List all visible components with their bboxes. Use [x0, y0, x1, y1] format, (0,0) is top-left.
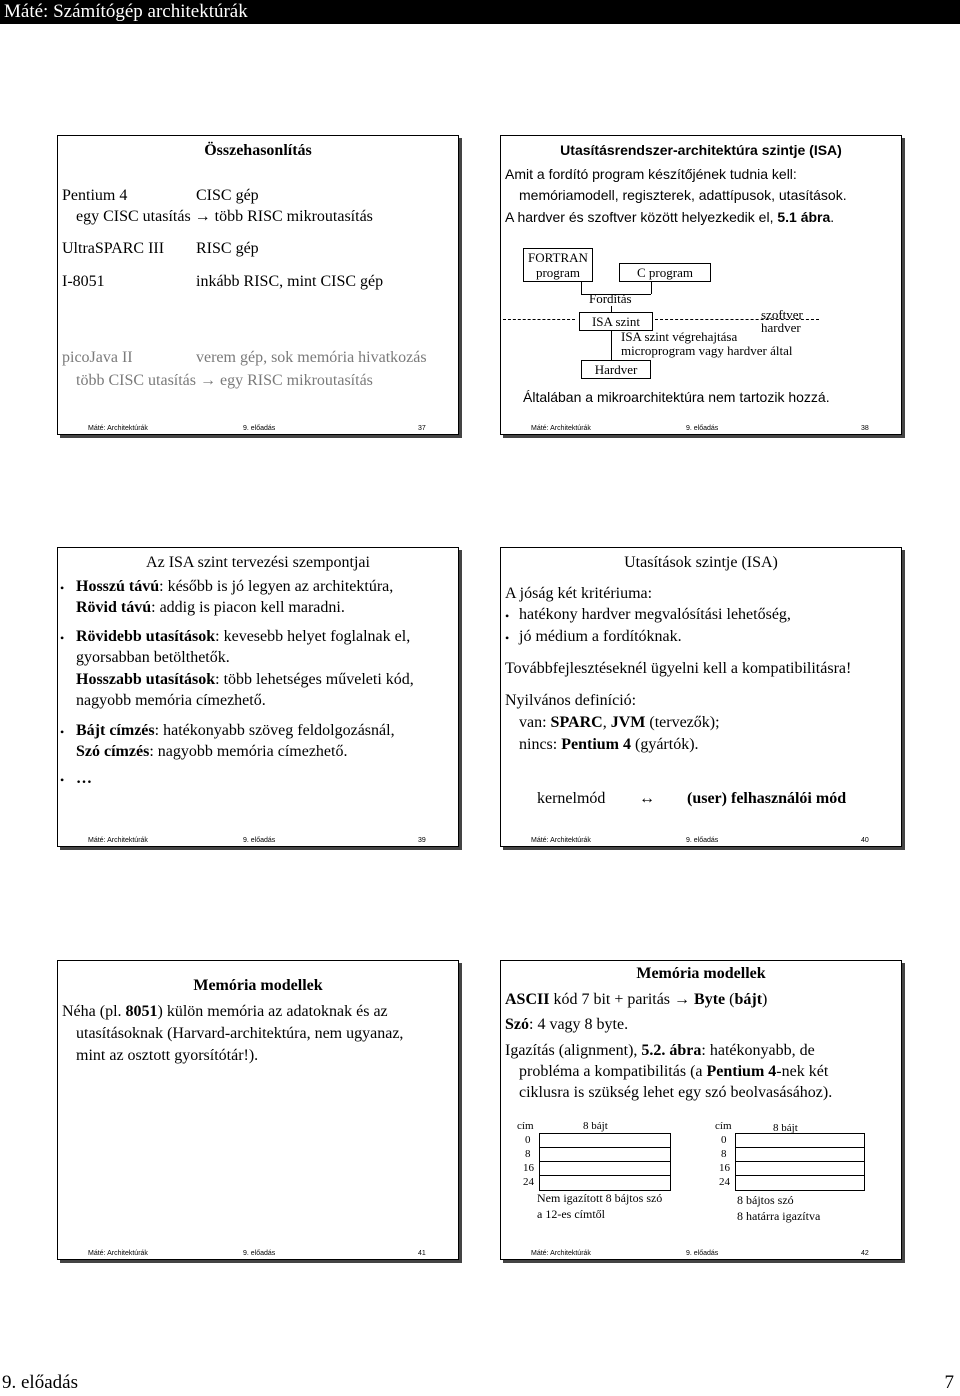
text: picoJava II	[62, 349, 133, 366]
width-label: 8 bájt	[583, 1120, 608, 1132]
page-header: Máté: Számítógép architektúrák	[0, 0, 960, 24]
slide-40: Utasítások szintje (ISA) A jóság két kritériuma: • hatékony hardver megvalósítási lehetőség, • jó médium a fordítóknak. Továbbfejlesztéseknél ügyelni kell a kompatibilitásra! Nyilvános definíció: van: SPARC, JVM (tervezők); nincs: Pentium 4 (gyártók). kernelmód ↔ (user) felhasználói mód Máté: Architektúrák 9. előadás 40	[500, 547, 902, 847]
text: ASCII kód 7 bit + paritás → Byte (bájt)	[505, 991, 768, 1008]
text: Általában a mikroarchitektúra nem tartozik hozzá.	[523, 389, 830, 405]
bullet: •	[60, 631, 65, 645]
bullet: •	[505, 631, 510, 645]
fortran-box: FORTRAN program	[523, 248, 593, 282]
slide-title: Összehasonlítás	[204, 142, 312, 159]
connector	[651, 282, 652, 294]
addr-value: 16	[523, 1162, 534, 1174]
width-label: 8 bájt	[773, 1122, 798, 1134]
text: Igazítás (alignment), 5.2. ábra: hatékonyabb, de	[505, 1042, 815, 1059]
text: UltraSPARC III	[62, 240, 165, 257]
caption: a 12-es címtől	[537, 1207, 605, 1221]
text: szoftver	[761, 307, 803, 322]
text: Rövidebb utasítások: kevesebb helyet foglalnak el,	[76, 628, 411, 645]
text: inkább RISC, mint CISC gép	[196, 273, 384, 290]
addr-label: cím	[715, 1120, 732, 1132]
text: Fordítás	[589, 291, 632, 306]
text: Hosszabb utasítások: több lehetséges műveleti kód,	[76, 671, 414, 688]
text: mint az osztott gyorsítótár!).	[76, 1047, 259, 1064]
isa-box: ISA szint	[579, 312, 653, 331]
slide-title: Az ISA szint tervezési szempontjai	[146, 554, 370, 571]
caption: 8 határra igazítva	[737, 1209, 821, 1223]
text: nincs: Pentium 4 (gyártók).	[519, 736, 699, 753]
slide-title: Utasításrendszer-architektúra szintje (ISA)	[560, 142, 842, 158]
text: több CISC utasítás → egy RISC mikroutasítás	[76, 372, 373, 389]
text: van: SPARC, JVM (tervezők);	[519, 714, 720, 731]
connector	[611, 330, 612, 360]
bullet: •	[60, 581, 65, 595]
double-arrow-icon: ↔	[639, 790, 655, 807]
page-number: 7	[944, 1372, 954, 1393]
addr-value: 24	[523, 1176, 534, 1188]
slide-37: Összehasonlítás Pentium 4 CISC gép egy CISC utasítás → több RISC mikroutasítás UltraSPARC III RISC gép I-8051 inkább RISC, mint CISC gép picoJava II verem gép, sok memória hivatkozás több CISC utasítás → egy RISC mikroutasítás Máté: Architektúrák 9. előadás 37	[57, 135, 459, 435]
text: Szó: 4 vagy 8 byte.	[505, 1016, 629, 1033]
text: Pentium 4	[62, 187, 128, 204]
page-footer-left: 9. előadás	[2, 1372, 78, 1393]
slide-title: Memória modellek	[636, 965, 766, 982]
text: I-8051	[62, 273, 105, 290]
text: utasításoknak (Harvard-architektúra, nem ugyanaz,	[76, 1025, 404, 1042]
text: jó médium a fordítóknak.	[519, 628, 682, 645]
bullet: •	[505, 609, 510, 623]
text: Nyilvános definíció:	[505, 692, 637, 709]
text: ISA szint végrehajtása	[621, 329, 738, 344]
text: Rövid távú: addig is piacon kell maradni.	[76, 599, 345, 616]
connector	[581, 282, 582, 294]
text: ciklusra is szükség lehet egy szó beolvasásához).	[519, 1084, 833, 1101]
text: Hosszú távú: később is jó legyen az architektúra,	[76, 578, 394, 595]
memory-grid	[539, 1133, 671, 1191]
text: Amit a fordító program készítőjének tudnia kell:	[505, 166, 797, 182]
caption: Nem igazított 8 bájtos szó	[537, 1191, 663, 1205]
text: Továbbfejlesztéseknél ügyelni kell a kompatibilitásra!	[505, 660, 852, 677]
bullet: •	[60, 773, 65, 787]
text: nagyobb memória címezhető.	[76, 692, 266, 709]
slide-39: Az ISA szint tervezési szempontjai • Hosszú távú: később is jó legyen az architektúra, Rövid távú: addig is piacon kell maradni. • Rövidebb utasítások: kevesebb helyet foglalnak el, gyorsabban betölthetők. Hosszabb utasítások: több lehetséges műveleti kód, nagyobb memória címezhető. • Bájt címzés: hatékonyabb szöveg feldolgozásnál, Szó címzés: nagyobb memória címezhető. • … Máté: Architektúrák 9. előadás 39	[57, 547, 459, 847]
caption: 8 bájtos szó	[737, 1193, 794, 1207]
text: A jóság két kritériuma:	[505, 585, 653, 602]
text: Bájt címzés: hatékonyabb szöveg feldolgozásnál,	[76, 722, 395, 739]
slide-title: Memória modellek	[193, 977, 323, 994]
addr-value: 0	[525, 1134, 531, 1146]
slide-38: Utasításrendszer-architektúra szintje (ISA) Amit a fordító program készítőjének tudnia kell: memóriamodell, regiszterek, adattípusok, utasítások. A hardver és szoftver között helyezkedik el, 5.1 ábra. FORTRAN program C program Fordítás ISA szint szoftver hardver ISA szint végrehajtása microprogram vagy hardver által Hardver Általában a mikroarchitektúra nem tartozik hozzá. Máté: Architektúrák 9. előadás 38	[500, 135, 902, 435]
text: …	[76, 770, 92, 787]
addr-value: 8	[525, 1148, 531, 1160]
bullet: •	[60, 725, 65, 739]
addr-value: 16	[719, 1162, 730, 1174]
text: hardver	[761, 320, 801, 335]
text: gyorsabban betölthetők.	[76, 649, 230, 666]
slide-41: Memória modellek Néha (pl. 8051) külön memória az adatoknak és az utasításoknak (Harvard-architektúra, nem ugyanaz, mint az osztott gyorsítótár!). Máté: Architektúrák 9. előadás 41	[57, 960, 459, 1260]
text: verem gép, sok memória hivatkozás	[196, 349, 427, 366]
addr-value: 8	[721, 1148, 727, 1160]
dashed-divider	[503, 319, 575, 320]
addr-value: 0	[721, 1134, 727, 1146]
text: RISC gép	[196, 240, 259, 257]
text: egy CISC utasítás → több RISC mikroutasítás	[76, 208, 373, 225]
text: Néha (pl. 8051) külön memória az adatoknak és az	[62, 1003, 388, 1020]
c-program-box: C program	[619, 263, 711, 282]
text: kernelmód	[537, 790, 606, 807]
text: CISC gép	[196, 187, 259, 204]
text: microprogram vagy hardver által	[621, 343, 793, 358]
text: hatékony hardver megvalósítási lehetőség,	[519, 606, 791, 623]
addr-value: 24	[719, 1176, 730, 1188]
addr-label: cím	[517, 1120, 534, 1132]
text: memóriamodell, regiszterek, adattípusok, utasítások.	[519, 187, 847, 203]
hardver-box: Hardver	[581, 360, 651, 379]
text: probléma a kompatibilitás (a Pentium 4-nek két	[519, 1063, 829, 1080]
memory-grid	[735, 1133, 865, 1191]
text: (user) felhasználói mód	[687, 790, 847, 807]
text: Szó címzés: nagyobb memória címezhető.	[76, 743, 348, 760]
slide-42: Memória modellek ASCII kód 7 bit + paritás → Byte (bájt) Szó: 4 vagy 8 byte. Igazítás (alignment), 5.2. ábra: hatékonyabb, de probléma a kompatibilitás (a Pentium 4-nek két ciklusra is szükség lehet egy szó beolvasásához). cím 8 bájt 0 8 16 24 Nem igazított 8 bájtos szó a 12-es címtől cím 8 bájt 0 8 16 24 8 bájtos szó 8 határra igazítva Máté: Architektúrák 9. előadás 42	[500, 960, 902, 1260]
slide-title: Utasítások szintje (ISA)	[624, 554, 778, 571]
text: A hardver és szoftver között helyezkedik el, 5.1 ábra.	[505, 209, 835, 225]
